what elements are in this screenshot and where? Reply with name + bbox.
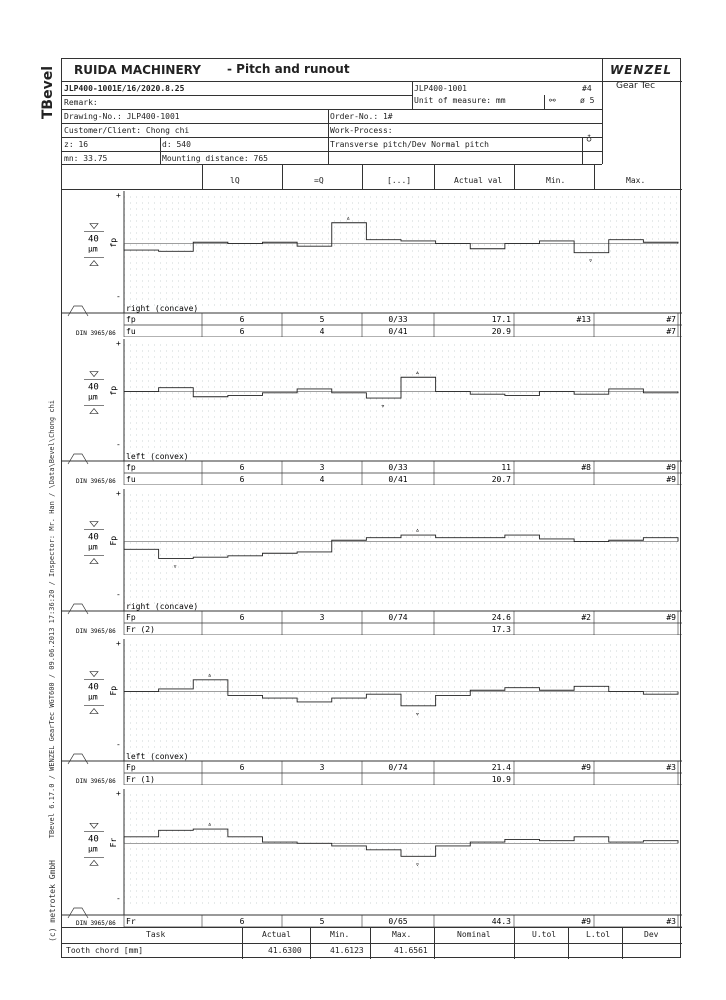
table-cell-q3: 0/74 [388,763,408,772]
table-cell-max: #9 [666,613,676,622]
table-cell-max: #9 [666,463,676,472]
unit-of-measure: Unit of measure: mm [414,96,506,105]
max-marker: ▵ [346,213,351,222]
table-cell-label: Fp [126,763,136,772]
footer-min-header: Min. [330,930,350,939]
table-cell-q2: 3 [319,613,325,622]
table-cell-actual: 17.1 [491,315,511,324]
company-name: RUIDA MACHINERY [74,64,201,76]
table-cell-q3: 0/65 [388,917,408,926]
tooth-profile-icon [68,908,88,918]
table-cell-label: Fr (1) [126,775,155,784]
tooth-count: z: 16 [64,140,89,149]
table-cell-actual: 44.3 [491,917,511,926]
table-cell-actual: 11 [501,463,511,472]
axis-label: fp [109,237,118,248]
chart-panel [62,189,682,337]
arrow-down-icon [90,372,98,377]
scale-unit: µm [88,392,98,402]
plus-mark: + [116,339,121,348]
table-cell-q3: 0/33 [388,315,408,324]
min-marker: ▿ [415,709,420,718]
table-cell-q3: 0/74 [388,613,408,622]
measurement-mode: Transverse pitch/Dev Normal pitch [330,140,489,149]
table-cell-max: #7 [666,327,676,336]
scale-value: 40 [88,532,99,543]
flank-label: left (convex) [126,752,189,761]
sheet-number: #4 [582,84,592,93]
scale-unit: µm [88,844,98,854]
part-id: JLP400-1001 [414,84,467,93]
footer-row-min: 41.6123 [330,946,364,955]
din-standard: DIN 3965/86 [76,628,116,635]
table-cell-label: fp [126,463,136,472]
min-marker: ▿ [415,860,420,869]
table-cell-label: Fp [126,613,136,622]
min-marker: ▿ [172,562,178,571]
pitch-chart [62,487,682,635]
tooth-profile-icon [68,454,88,464]
file-id: JLP400-1001E/16/2020.8.25 [64,84,185,93]
diameter-value: ø 5 [580,96,595,105]
link-icon: ⚯ [549,96,556,105]
footer-max-header: Max. [392,930,412,939]
arrow-up-icon [90,709,98,714]
axis-label: Fp [109,685,118,696]
table-cell-q2: 3 [319,463,325,472]
table-cell-q1: 6 [239,475,245,484]
scale-value: 40 [88,682,99,693]
table-cell-min: #13 [576,315,591,324]
arrow-up-icon [90,559,98,564]
table-cell-q1: 6 [239,327,245,336]
arrow-down-icon [90,522,98,527]
flank-label: left (convex) [126,452,189,461]
footer-row-max: 41.6561 [394,946,428,955]
table-cell-actual: 10.9 [491,775,511,784]
work-process: Work-Process: [330,126,393,135]
table-cell-label: fu [126,475,136,484]
chart-panel [62,337,682,485]
min-marker: ▿ [588,256,593,265]
pitch-chart [62,637,682,785]
min-marker: ▿ [380,402,385,411]
footer-task-header: Task [146,930,166,939]
table-cell-q1: 6 [239,315,245,324]
table-cell-max: #9 [666,475,676,484]
minus-mark: - [116,590,121,599]
report-subtitle: - Pitch and runout [227,63,350,75]
module: mn: 33.75 [64,154,108,163]
minus-mark: - [116,894,121,903]
col-header-q3: [...] [387,176,412,185]
tooth-profile-icon [68,754,88,764]
table-cell-q1: 6 [239,917,245,926]
arrow-up-icon [90,860,98,865]
arrow-down-icon [90,672,98,677]
max-marker: ▵ [415,368,420,377]
din-standard: DIN 3965/86 [76,920,116,927]
gear-tooth-icon: ♁ [586,133,593,144]
footer-ltol-header: L.tol [586,930,611,939]
footer-utol-header: U.tol [532,930,557,939]
axis-label: Fp [109,535,118,546]
footer-actual-header: Actual [262,930,291,939]
minus-mark: - [116,740,121,749]
table-cell-q2: 4 [319,327,325,336]
brand-logo: WENZEL [610,63,673,77]
table-cell-q3: 0/41 [388,327,408,336]
scale-unit: µm [88,244,98,254]
arrow-up-icon [90,261,98,266]
arrow-down-icon [90,224,98,229]
scale-value: 40 [88,834,99,845]
arrow-up-icon [90,409,98,414]
din-standard: DIN 3965/86 [76,478,116,485]
data-step-line [124,377,678,398]
table-cell-label: fu [126,327,136,336]
table-cell-actual: 24.6 [491,613,511,622]
minus-mark: - [116,440,121,449]
table-cell-max: #7 [666,315,676,324]
scale-value: 40 [88,382,99,393]
table-cell-label: Fr [126,917,136,926]
table-cell-q1: 6 [239,613,245,622]
table-cell-max: #3 [666,763,676,772]
col-header-max: Max. [626,176,646,185]
table-cell-q2: 5 [319,315,325,324]
remark-label: Remark: [64,98,98,107]
footer-row-label: Tooth chord [mm] [66,946,144,955]
table-cell-label: fp [126,315,136,324]
table-cell-min: #2 [581,613,591,622]
footer-dev-header: Dev [644,930,659,939]
data-step-line [124,829,678,856]
table-cell-actual: 21.4 [491,763,511,772]
chart-panel [62,487,682,635]
table-cell-actual: 17.3 [491,625,511,634]
plus-mark: + [116,191,121,200]
report-sheet [61,58,681,958]
flank-label: right (concave) [126,602,199,611]
pitch-chart [62,189,682,337]
table-cell-q3: 0/41 [388,475,408,484]
table-cell-label: Fr (2) [126,625,155,634]
col-header-q1: lQ [230,176,240,185]
footer-row-actual: 41.6300 [268,946,302,955]
table-cell-actual: 20.7 [491,475,511,484]
arrow-down-icon [90,823,98,828]
table-cell-q1: 6 [239,763,245,772]
diameter-d: d: 540 [162,140,191,149]
col-header-q2: =Q [314,176,324,185]
table-cell-q1: 6 [239,463,245,472]
tooth-profile-icon [68,604,88,614]
table-cell-q3: 0/33 [388,463,408,472]
footer-nominal-header: Nominal [457,930,491,939]
max-marker: ▵ [415,526,420,535]
table-cell-q2: 3 [319,763,325,772]
axis-label: Fr [109,837,118,848]
table-cell-q2: 5 [319,917,325,926]
din-standard: DIN 3965/86 [76,330,116,337]
customer: Customer/Client: Chong chi [64,126,190,135]
pitch-chart [62,787,682,935]
table-cell-min: #9 [581,763,591,772]
table-cell-max: #3 [666,917,676,926]
pitch-chart [62,337,682,485]
max-marker: ▵ [207,670,212,679]
mounting-distance: Mounting distance: 765 [162,154,268,163]
table-cell-min: #9 [581,917,591,926]
drawing-number: Drawing-No.: JLP400-1001 [64,112,180,121]
col-header-actual: Actual val [454,176,503,185]
scale-unit: µm [88,542,98,552]
plus-mark: + [116,639,121,648]
flank-label: right (concave) [126,304,199,313]
chart-panel [62,637,682,785]
scale-unit: µm [88,692,98,702]
plus-mark: + [116,789,121,798]
tooth-profile-icon [68,306,88,316]
table-cell-min: #8 [581,463,591,472]
order-number: Order-No.: 1# [330,112,393,121]
brand-sub: Gear Tec [616,81,656,91]
axis-label: fp [109,385,118,396]
scale-value: 40 [88,234,99,245]
table-cell-q2: 4 [319,475,325,484]
chart-panel [62,787,682,935]
sidebar-info: TBevel 6.17.0 / WENZEL GearTec WGT600 / 09.06.2013 17:36:20 / Inspector: Mr. Han / \Data\Bevel\Chong chi [48,400,56,839]
minus-mark: - [116,292,121,301]
sidebar-title: TBevel [40,66,56,120]
table-cell-actual: 20.9 [491,327,511,336]
max-marker: ▵ [207,820,212,829]
sidebar-company: (c) metrotek GmbH [48,860,57,942]
din-standard: DIN 3965/86 [76,778,116,785]
col-header-min: Min. [546,176,566,185]
plus-mark: + [116,489,121,498]
